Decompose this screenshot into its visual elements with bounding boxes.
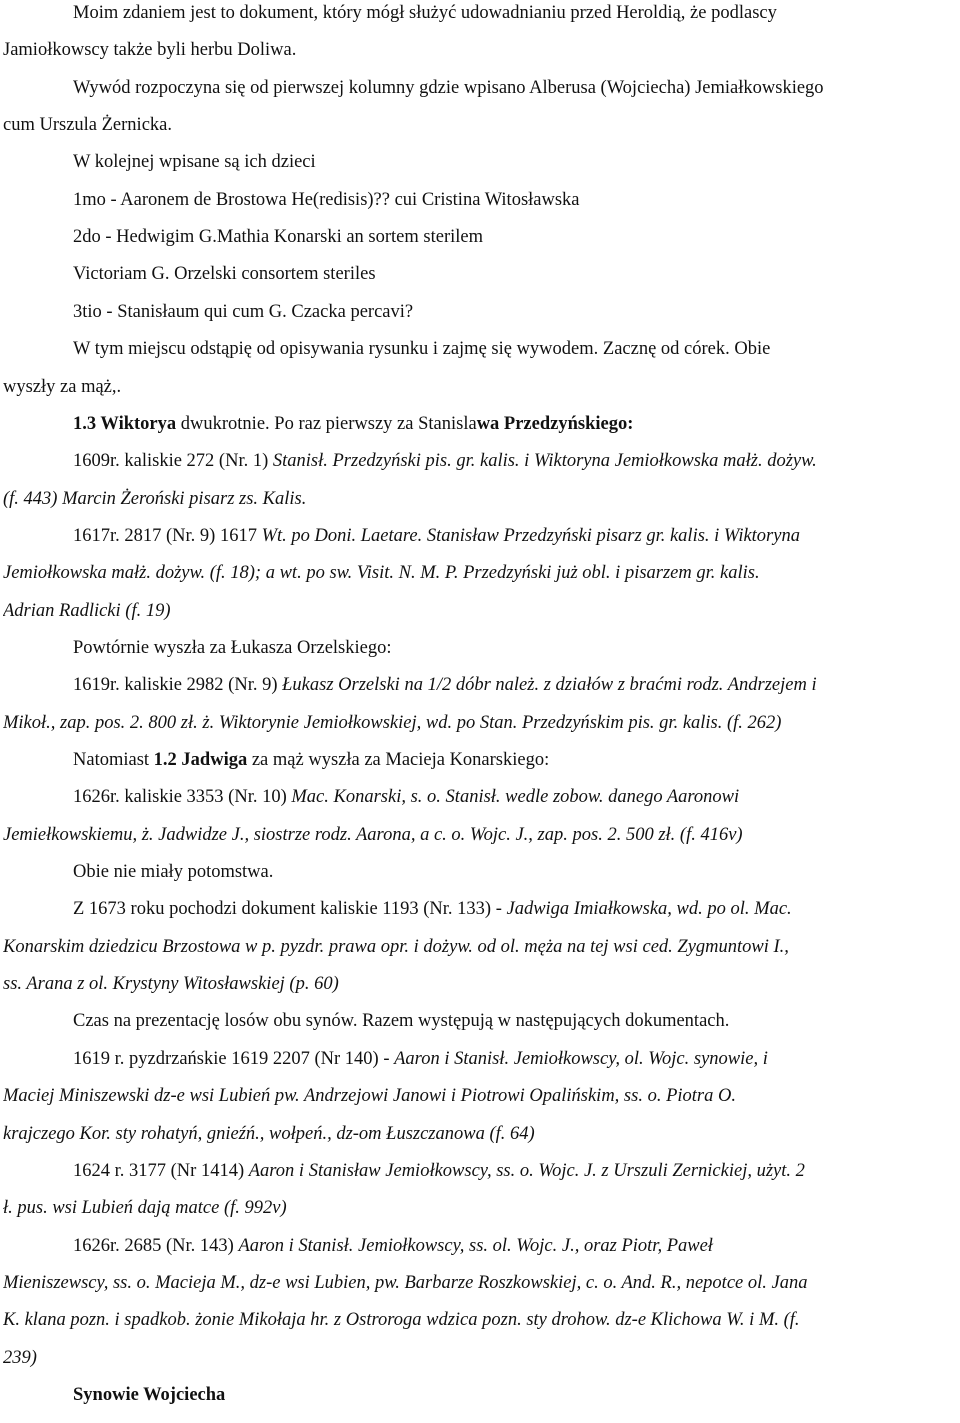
text-line bbox=[3, 708, 960, 738]
text-line bbox=[73, 409, 960, 439]
text-run: Synowie Wojciecha bbox=[73, 1384, 226, 1405]
text-run: 1617r. 2817 (Nr. 9) 1617 bbox=[73, 525, 262, 546]
text-line bbox=[3, 1119, 960, 1149]
text-run: Jadwiga Imiałkowska, wd. po ol. Mac. bbox=[506, 899, 792, 920]
text-line bbox=[3, 932, 960, 962]
text-line bbox=[73, 521, 960, 551]
text-run: 1626r. kaliskie 3353 (Nr. 10) bbox=[73, 787, 292, 808]
text-run: Mikoł., zap. pos. 2. 800 zł. ż. Wiktorynie Jemiołkowskiej, wd. po Stan. Przedzyńskim pis. gr. kalis. (f. 262) bbox=[3, 712, 782, 733]
text-run: Z 1673 roku pochodzi dokument kaliskie 1193 (Nr. 133) - bbox=[73, 899, 507, 920]
text-run: (f. 443) Marcin Żeroński pisarz zs. Kalis. bbox=[3, 488, 307, 509]
text-run: wa Przedzyńskiego: bbox=[476, 413, 634, 434]
text-run: cum Urszula Żernicka. bbox=[3, 115, 172, 136]
text-line bbox=[73, 1044, 960, 1074]
text-run: Wt. po Doni. Laetare. Stanisław Przedzyński pisarz gr. kalis. i Wiktoryna bbox=[261, 525, 800, 546]
text-line bbox=[73, 0, 960, 28]
text-line bbox=[73, 147, 960, 177]
text-run: Konarskim dziedzicu Brzostowa w p. pyzdr. prawa opr. i dożyw. od ol. męża na tej wsi ced. Zygmuntowi I., bbox=[3, 936, 789, 957]
text-run: 1619 r. pyzdrzańskie 1619 2207 (Nr 140) - bbox=[73, 1048, 395, 1069]
text-line bbox=[73, 745, 960, 775]
text-line bbox=[3, 969, 960, 999]
text-line bbox=[73, 1380, 960, 1410]
text-run: Łukasz Orzelski na 1/2 dóbr należ. z działów z braćmi rodz. Andrzejem i bbox=[282, 675, 817, 696]
text-line bbox=[3, 484, 960, 514]
text-line bbox=[73, 222, 960, 252]
text-run: 1.3 Wiktorya bbox=[73, 413, 177, 434]
text-run: W kolejnej wpisane są ich dzieci bbox=[73, 152, 316, 173]
text-run: Jamiołkowscy także byli herbu Doliwa. bbox=[3, 40, 297, 61]
text-run: wyszły za mąż,. bbox=[3, 376, 122, 397]
text-run: Maciej Miniszewski dz-e wsi Lubień pw. Andrzejowi Janowi i Piotrowi Opalińskim, ss. o. Piotra O. bbox=[3, 1086, 736, 1107]
text-line bbox=[73, 185, 960, 215]
text-run: 1626r. 2685 (Nr. 143) bbox=[73, 1235, 239, 1256]
text-run: 3tio - Stanisłaum qui cum G. Czacka percavi? bbox=[73, 301, 414, 322]
text-run: krajczego Kor. sty rohatyń, gnieźń., wołpeń., dz-om Łuszczanowa (f. 64) bbox=[3, 1123, 535, 1144]
text-run: 1609r. kaliskie 272 (Nr. 1) bbox=[73, 451, 273, 472]
text-run: 1.2 Jadwiga bbox=[153, 750, 248, 770]
text-line bbox=[3, 820, 960, 850]
text-line bbox=[73, 446, 960, 476]
text-line bbox=[73, 633, 960, 663]
text-line bbox=[3, 558, 960, 588]
text-run: Natomiast bbox=[73, 750, 154, 770]
text-line bbox=[3, 1268, 960, 1298]
text-run: Mieniszewscy, ss. o. Macieja M., dz-e wsi Lubien, pw. Barbarze Roszkowskiej, c. o. And. R., nepotce ol. Jana bbox=[3, 1272, 808, 1293]
text-run: 2do - Hedwigim G.Mathia Konarski an sortem sterilem bbox=[73, 227, 483, 248]
text-run: Jemiełkowskiemu, ż. Jadwidze J., siostrze rodz. Aarona, a c. o. Wojc. J., zap. pos. 2. 500 zł. (f. 416v) bbox=[3, 824, 743, 845]
text-line bbox=[73, 73, 960, 103]
text-run: ł. pus. wsi Lubień dają matce (f. 992v) bbox=[3, 1198, 287, 1219]
text-line bbox=[73, 334, 960, 364]
text-line bbox=[73, 1156, 960, 1186]
text-line bbox=[3, 1343, 960, 1373]
text-run: ss. Arana z ol. Krystyny Witosławskiej (p. 60) bbox=[3, 974, 339, 995]
text-run: W tym miejscu odstąpię od opisywania rysunku i zajmę się wywodem. Zacznę od córek. Obie bbox=[73, 339, 771, 360]
text-run: Mac. Konarski, s. o. Stanisł. wedle zobow. danego Aaronowi bbox=[291, 787, 740, 808]
text-line bbox=[3, 1193, 960, 1223]
text-run: Aaron i Stanisł. Jemiołkowscy, ss. ol. Wojc. J., oraz Piotr, Paweł bbox=[238, 1235, 713, 1256]
text-line bbox=[73, 1006, 960, 1036]
text-run: 239) bbox=[3, 1347, 37, 1368]
text-line bbox=[73, 259, 960, 289]
text-line bbox=[3, 35, 960, 65]
text-run: 1619r. kaliskie 2982 (Nr. 9) bbox=[73, 675, 283, 696]
text-run: 1mo - Aaronem de Brostowa He(redisis)?? cui Cristina Witosławska bbox=[73, 189, 580, 210]
text-line bbox=[3, 596, 960, 626]
text-run: Powtórnie wyszła za Łukasza Orzelskiego: bbox=[73, 637, 392, 658]
text-run: Adrian Radlicki (f. 19) bbox=[3, 600, 171, 621]
text-run: Moim zdaniem jest to dokument, który mógł służyć udowadnianiu przed Heroldią, że podlascy bbox=[73, 3, 777, 23]
text-run: dwukrotnie. Po raz pierwszy za Stanisla bbox=[176, 413, 477, 434]
text-run: Wywód rozpoczyna się od pierwszej kolumny gdzie wpisano Alberusa (Wojciecha) Jemiałkowskiego bbox=[73, 77, 824, 98]
text-line bbox=[73, 782, 960, 812]
text-line bbox=[3, 1081, 960, 1111]
text-run: Stanisł. Przedzyński pis. gr. kalis. i Wiktoryna Jemiołkowska małż. dożyw. bbox=[272, 451, 817, 472]
text-run: Victoriam G. Orzelski consortem steriles bbox=[73, 264, 376, 285]
text-line bbox=[73, 670, 960, 700]
text-run: Jemiołkowska małż. dożyw. (f. 18); a wt. po sw. Visit. N. M. P. Przedzyński już obl. i pisarzem gr. kalis. bbox=[3, 563, 760, 584]
text-run: za mąż wyszła za Macieja Konarskiego: bbox=[247, 750, 550, 770]
text-line bbox=[3, 110, 960, 140]
text-line bbox=[73, 297, 960, 327]
text-run: Aaron i Stanisł. Jemiołkowscy, ol. Wojc. synowie, i bbox=[394, 1048, 768, 1069]
text-line bbox=[3, 1305, 960, 1335]
text-line bbox=[73, 857, 960, 887]
text-line bbox=[3, 372, 960, 402]
text-run: Aaron i Stanisław Jemiołkowscy, ss. o. Wojc. J. z Urszuli Zernickiej, użyt. 2 bbox=[248, 1160, 805, 1181]
text-run: 1624 r. 3177 (Nr 1414) bbox=[73, 1160, 249, 1181]
text-run: Czas na prezentację losów obu synów. Razem występują w następujących dokumentach. bbox=[73, 1011, 730, 1032]
text-line bbox=[73, 1231, 960, 1261]
text-line bbox=[73, 894, 960, 924]
text-run: K. klana pozn. i spadkob. żonie Mikołaja hr. z Ostroroga wdzica pozn. sty drohow. dz-e Klichowa W. i M. (f. bbox=[3, 1310, 800, 1331]
text-run: Obie nie miały potomstwa. bbox=[73, 862, 274, 883]
